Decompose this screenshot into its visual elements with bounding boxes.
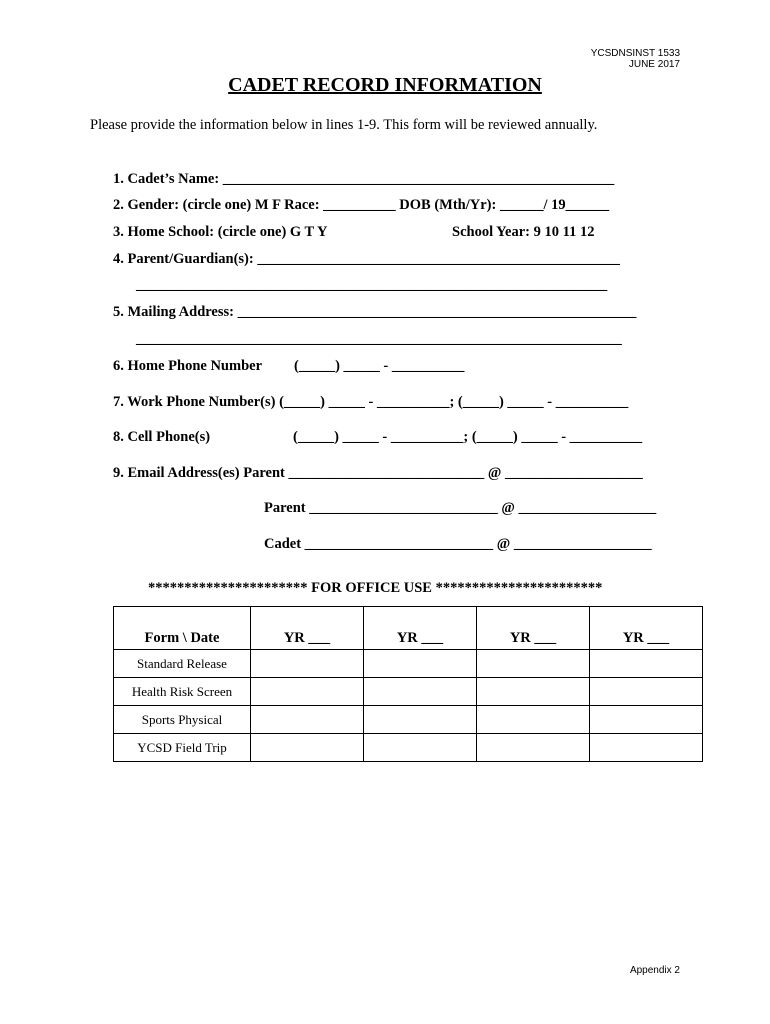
line-school-year[interactable]: School Year: 9 10 11 12 — [452, 224, 595, 240]
table-cell[interactable] — [251, 678, 364, 706]
office-use-table — [113, 606, 703, 762]
row-label: YCSD Field Trip — [114, 734, 251, 762]
table-cell[interactable] — [364, 734, 477, 762]
table-cell[interactable] — [251, 734, 364, 762]
table-header-yr: YR ___ — [590, 607, 703, 650]
intro-text: Please provide the information below in lines 1-9. This form will be reviewed annually. — [90, 117, 598, 133]
doc-date: JUNE 2017 — [628, 59, 680, 70]
table-row — [114, 734, 703, 762]
line-mailing-address-2[interactable]: ___________________________________________________________________ — [136, 331, 622, 347]
table-header-yr: YR ___ — [251, 607, 364, 650]
table-cell[interactable] — [590, 706, 703, 734]
page-title: CADET RECORD INFORMATION — [228, 74, 542, 96]
table-row — [114, 706, 703, 734]
line-cell-phone-label: 8. Cell Phone(s) — [113, 429, 211, 445]
table-header-form-date: Form \ Date — [114, 607, 251, 650]
line-home-phone-label: 6. Home Phone Number — [113, 358, 263, 374]
line-mailing-address[interactable]: 5. Mailing Address: _______________________________________________________ — [113, 304, 637, 320]
table-cell[interactable] — [364, 678, 477, 706]
line-gender-race-dob[interactable]: 2. Gender: (circle one) M F Race: __________ DOB (Mth/Yr): ______/ 19______ — [113, 197, 610, 213]
office-use-banner: ********************** FOR OFFICE USE *********************** — [148, 580, 603, 596]
line-email-cadet[interactable]: Cadet __________________________ @ ___________________ — [264, 536, 652, 552]
table-header-yr: YR ___ — [364, 607, 477, 650]
table-header-row — [114, 607, 703, 650]
line-cadet-name[interactable]: 1. Cadet’s Name: ______________________________________________________ — [113, 171, 615, 187]
table-row — [114, 650, 703, 678]
line-email-parent-2[interactable]: Parent __________________________ @ ___________________ — [264, 500, 657, 516]
appendix-label: Appendix 2 — [629, 965, 680, 976]
line-home-phone[interactable]: (_____) _____ - __________ — [294, 358, 465, 374]
line-parent-guardian[interactable]: 4. Parent/Guardian(s): __________________________________________________ — [113, 251, 620, 267]
table-header-yr: YR ___ — [477, 607, 590, 650]
line-cell-phone[interactable]: (_____) _____ - __________; (_____) _____ - __________ — [293, 429, 643, 445]
doc-id: YCSDNSINST 1533 — [590, 48, 680, 59]
table-cell[interactable] — [364, 650, 477, 678]
row-label: Standard Release — [114, 650, 251, 678]
table-cell[interactable] — [477, 734, 590, 762]
table-cell[interactable] — [477, 706, 590, 734]
table-row — [114, 678, 703, 706]
table-cell[interactable] — [251, 650, 364, 678]
table-cell[interactable] — [477, 678, 590, 706]
row-label: Health Risk Screen — [114, 678, 251, 706]
line-work-phone[interactable]: 7. Work Phone Number(s) (_____) _____ - __________; (_____) _____ - __________ — [113, 394, 629, 410]
line-parent-guardian-2[interactable]: _________________________________________________________________ — [136, 277, 608, 293]
table-cell[interactable] — [590, 650, 703, 678]
line-email-parent-1[interactable]: 9. Email Address(es) Parent ___________________________ @ ___________________ — [113, 465, 643, 481]
row-label: Sports Physical — [114, 706, 251, 734]
table-cell[interactable] — [251, 706, 364, 734]
table-cell[interactable] — [477, 650, 590, 678]
line-home-school[interactable]: 3. Home School: (circle one) G T Y — [113, 224, 328, 240]
table-cell[interactable] — [364, 706, 477, 734]
table-cell[interactable] — [590, 678, 703, 706]
table-cell[interactable] — [590, 734, 703, 762]
